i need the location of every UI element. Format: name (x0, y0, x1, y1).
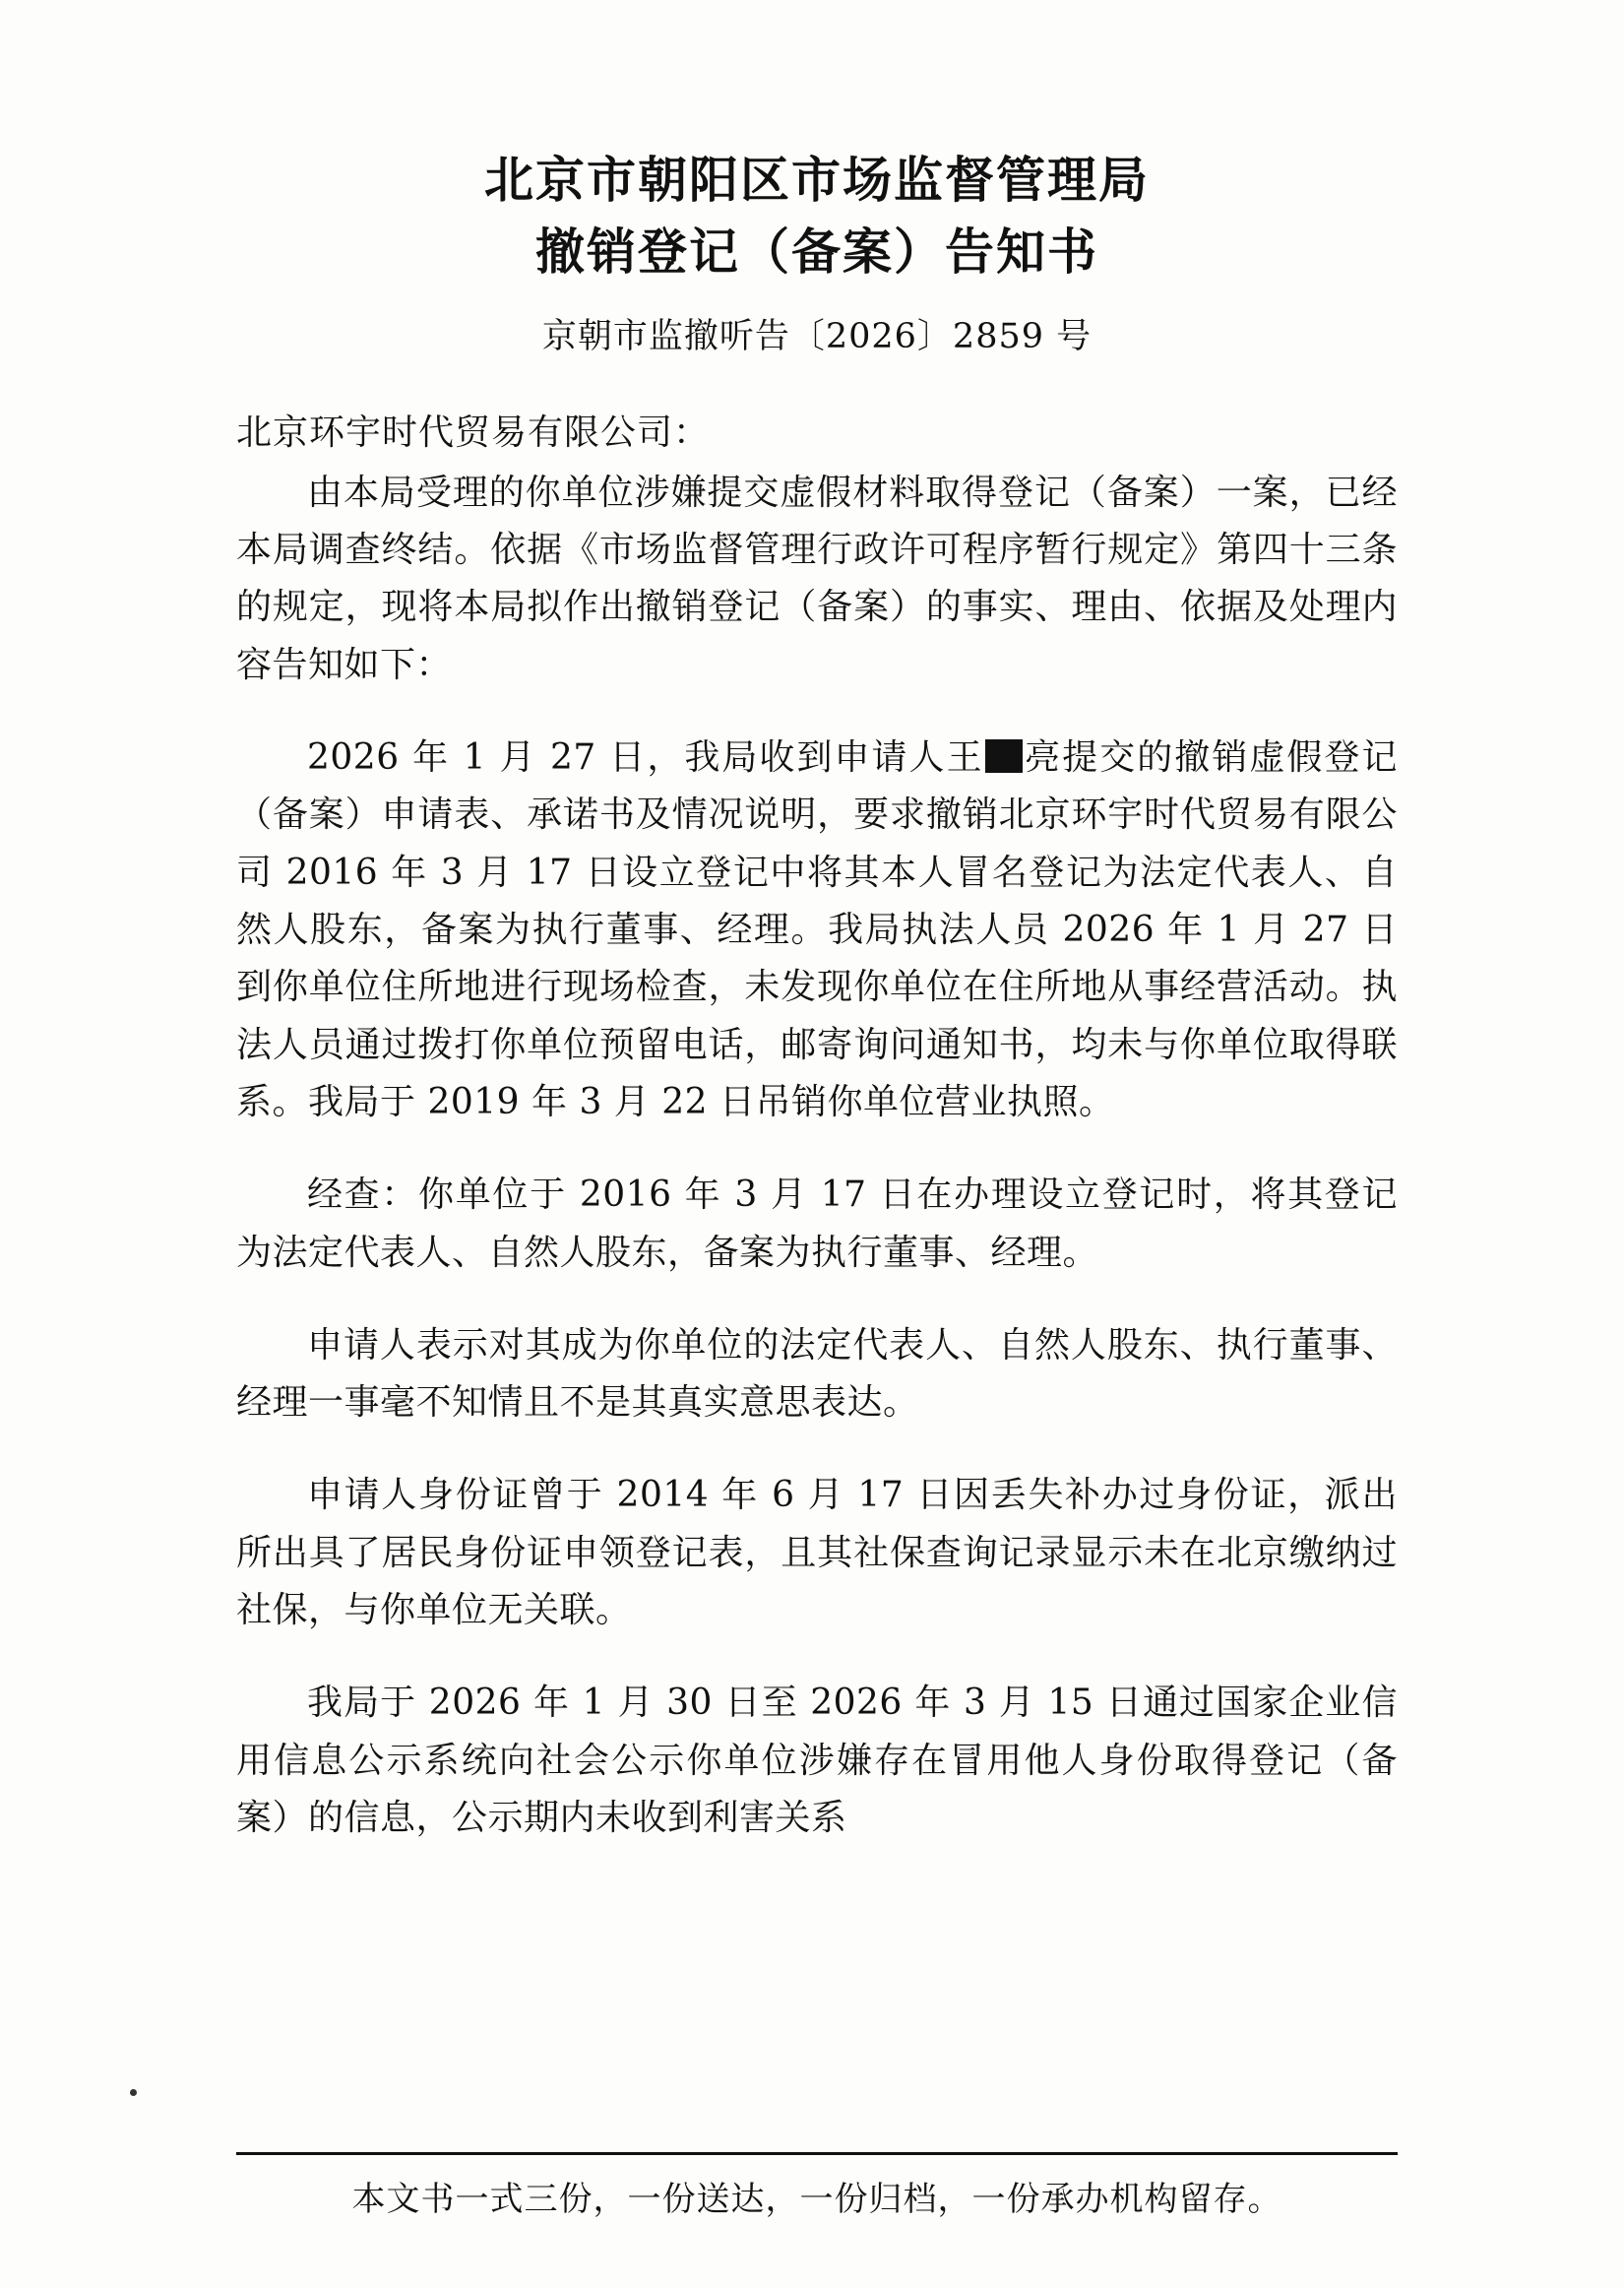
paragraph-2-text-before: 2026 年 1 月 27 日，我局收到申请人王 (307, 737, 984, 779)
paragraph-3: 经查：你单位于 2016 年 3 月 17 日在办理设立登记时，将其登记为法定代表人、自然人股东，备案为执行董事、经理。 (236, 1175, 1398, 1273)
document-number: 京朝市监撤听告〔2026〕2859 号 (541, 317, 1093, 356)
paragraph-6: 我局于 2026 年 1 月 30 日至 2026 年 3 月 15 日通过国家企业信用信息公示系统向社会公示你单位涉嫌存在冒用他人身份取得登记（备案）的信息，公示期内未收到利害关系 (236, 1683, 1398, 1839)
paragraph-5: 申请人身份证曾于 2014 年 6 月 17 日因丢失补办过身份证，派出所出具了居民身份证申领登记表，且其社保查询记录显示未在北京缴纳过社保，与你单位无关联。 (236, 1475, 1398, 1631)
page-title-line-1: 北京市朝阳区市场监督管理局 (484, 151, 1150, 209)
paragraph-1: 由本局受理的你单位涉嫌提交虚假材料取得登记（备案）一案，已经本局调查终结。依据《市场监督管理行政许可程序暂行规定》第四十三条的规定，现将本局拟作出撤销登记（备案）的事实、理由、依据及处理内容告知如下： (236, 472, 1398, 685)
footer-divider (236, 2152, 1398, 2155)
addressee-line: 北京环宇时代贸易有限公司： (236, 413, 711, 453)
paragraph-2-text-after: 亮提交的撤销虚假登记（备案）申请表、承诺书及情况说明，要求撤销北京环宇时代贸易有限公司 2016 年 3 月 17 日设立登记中将其本人冒名登记为法定代表人、自然人股东，备案为执行董事、经理。我局执法人员 2026 年 1 月 27 日到你单位住所地进行现场检查，未发现你单位在住所地从事经营活动。执法人员通过拨打你单位预留电话，邮寄询问通知书，均未与你单位取得联系。我局于 2019 年 3 月 22 日吊销你单位营业执照。 (236, 737, 1398, 1122)
paragraph-2 (236, 730, 1398, 1131)
document-content (236, 148, 1398, 1882)
footer-note: 本文书一式三份，一份送达，一份归档，一份承办机构留存。 (351, 2180, 1282, 2219)
page-title-line-2: 撤销登记（备案）告知书 (535, 222, 1098, 281)
scan-artifact-dot (130, 2089, 137, 2096)
redaction-block (985, 739, 1023, 773)
document-title-block (236, 148, 1398, 284)
paragraph-4: 申请人表示对其成为你单位的法定代表人、自然人股东、执行董事、经理一事毫不知情且不是其真实意思表达。 (236, 1324, 1398, 1424)
